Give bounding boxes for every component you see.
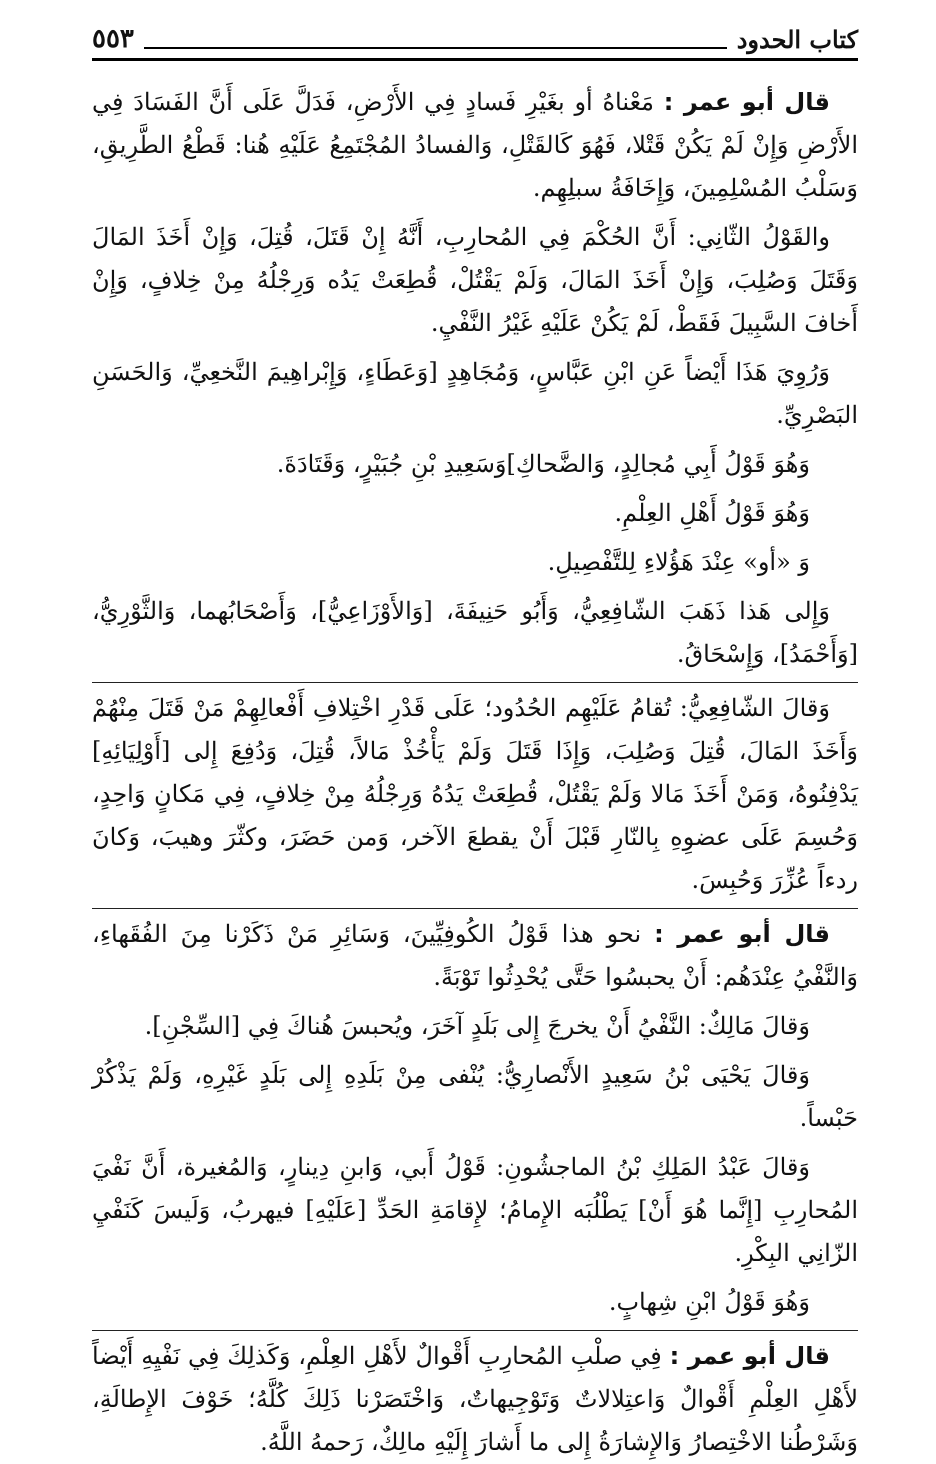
paragraph — [92, 682, 858, 902]
paragraph — [92, 1054, 858, 1140]
paragraph-text: وَقالَ عَبْدُ المَلِكِ بْنُ الماجشُونِ: قَوْلُ أَبي، وَابنِ دِينارٍ، وَالمُغيرة، أَنَّ نَفْيَ المُحارِبِ [إِنَّما هُوَ أَنْ] يَطْلُبَه الإِمامُ؛ لإِقامَةِ الحَدِّ [عَلَيْهِ] فيهربُ، وَلَيسَ كَنَفْيِ الزّانِي البِكْرِ. — [92, 1153, 858, 1267]
paragraph — [92, 1146, 858, 1275]
page-body — [92, 61, 858, 1464]
paragraph — [92, 351, 858, 437]
paragraph-text: وَقالَ يَحْيَى بْنُ سَعِيدٍ الأَنْصارِيُّ: يُنْفى مِنْ بَلَدِهِ إِلى بَلَدٍ غَيْرِهِ، وَلَمْ يَذْكُرْ حَبْساً. — [92, 1061, 858, 1132]
paragraph-text: وَهُوَ قَوْلُ أَهْلِ العِلْمِ. — [614, 499, 810, 527]
paragraph — [92, 492, 858, 535]
paragraph-text: وَرُوِيَ هَذَا أَيْضاً عَنِ ابْنِ عَبَّاسٍ، وَمُجَاهِدٍ [وَعَطَاءٍ، وَإِبْراهِيمَ النَّخعِيِّ، وَالحَسَنِ البَصْرِيِّ. — [92, 358, 858, 429]
page-header — [92, 14, 858, 61]
paragraph — [92, 1281, 858, 1324]
speaker-label: قال أبو عمر : — [654, 920, 830, 948]
speaker-label: قال أبو عمر : — [669, 1342, 830, 1370]
paragraph-text: وَقالَ الشّافِعِيُّ: تُقامُ عَلَيْهِم الحُدُود؛ عَلَى قَدْرِ اخْتِلافِ أَفْعالِهِمْ مَنْ قَتَلَ مِنْهُمْ وَأَخَذَ المَالَ، قُتِلَ وَصُلِبَ، وَإِذَا قَتَلَ وَلَمْ يَأْخُذْ مَالاً، قُتِلَ، وَدُفِعَ إِلى [أَوْلِيَائِهِ] يَدْفِنُوهُ، وَمَنْ أَخَذَ مَالا وَلَمْ يَقْتُلْ، قُطِعَتْ يَدُهُ وَرِجْلُهُ مِنْ خِلافٍ، فِي مَكانٍ وَاحِدٍ، وَحُسِمَ عَلَى عضوِهِ بِالنّارِ قَبْلَ أَنْ يقطعَ الآخر، وَمن حَضَرَ، وكثّرَ وهيبَ، وَكانَ ردءاً عُزِّرَ وَحُبِسَ. — [92, 694, 858, 894]
header-rule — [144, 47, 727, 49]
paragraph-text: وَ «أو» عِنْدَ هَؤُلاءِ لِلتَّفْصِيلِ. — [547, 548, 810, 576]
paragraph-text: مَعْناهُ أو بغَيْرِ فَسادٍ فِي الأَرْضِ، فَدَلَّ عَلَى أَنَّ الفَسَادَ فِي الأَرْضِ وَإِنْ لَمْ يَكُنْ قَتْلا، فَهُوَ كَالقَتْلِ، وَالفسادُ المُجْتَمِعُ عَلَيْهِ هُنا: قَطْعُ الطَّرِيقِ، وَسَلْبُ المُسْلِمِينَ، وَإِخَافَةُ سبلِهِم. — [92, 88, 858, 202]
paragraph — [92, 541, 858, 584]
paragraph — [92, 1330, 858, 1464]
book-title: كتاب الحدود — [736, 25, 858, 54]
paragraph-text: نحو هذا قَوْلُ الكُوفِيِّينَ، وَسَائِرِ مَنْ ذَكَرْنا مِنَ الفُقَهاءِ، وَالنَّفْيُ عِنْدَهُم: أَنْ يحبسُوا حَتَّى يُحْدِثُوا تَوْبَةً. — [92, 920, 858, 991]
paragraph — [92, 81, 858, 210]
paragraph-text: وَإِلى هَذا ذَهَبَ الشّافِعِيُّ، وَأَبُو حَنِيفَةَ، [وَالأَوْزَاعِيُّ]، وَأَصْحَابُهما، وَالثَّوْرِيُّ، [وَأَحْمَدُ]، وَإِسْحَاقُ. — [92, 597, 858, 668]
paragraph — [92, 216, 858, 345]
paragraph-text: وَهُوَ قَوْلُ أَبِي مُجالِدٍ، وَالضَّحاكِ]وَسَعِيدِ بْنِ جُبَيْرٍ، وَقَتَادَةَ. — [276, 450, 810, 478]
paragraph-text: فِي صلْبِ المُحارِبِ أَقْوالٌ لأَهْلِ العِلْمِ، وَكَذلِكَ فِي نَفْيِهِ أَيْضاً لأَهْلِ العِلْمِ أَقْوالٌ وَاعتِلالاتٌ وَتَوْجِيهاتٌ، وَاخْتَصَرْنا ذَلِكَ كُلَّهُ؛ خَوْفَ الإِطالَةِ، وَشَرْطُنا الاخْتِصارُ وَالإِشارَةُ إِلى ما أَشارَ إِلَيْهِ مالِكٌ، رَحمهُ اللَّهُ. — [92, 1342, 858, 1456]
paragraph — [92, 590, 858, 676]
paragraph — [92, 443, 858, 486]
paragraph — [92, 1005, 858, 1048]
page-number: ٥٥٣ — [92, 24, 134, 54]
paragraph-text: والقَوْلُ الثّانِي: أَنَّ الحُكْمَ فِي المُحارِبِ، أَنَّهُ إِنْ قَتَلَ، قُتِلَ، وَإِنْ أَخَذَ المَالَ وَقَتَلَ وَصُلِبَ، وَإِنْ أَخَذَ المَالَ، وَلَمْ يَقْتُلْ، قُطِعَتْ يَدُه وَرِجْلُهُ مِنْ خِلافٍ، وَإِنْ أَخافَ السَّبِيلَ فَقَطْ، لَمْ يَكُنْ عَلَيْهِ غَيْرُ النَّفْيِ. — [92, 223, 858, 337]
paragraph — [92, 908, 858, 999]
paragraph-text: وَهُوَ قَوْلُ ابْنِ شِهابٍ. — [608, 1288, 810, 1316]
speaker-label: قال أبو عمر : — [663, 88, 830, 116]
paragraph-text: وَقالَ مَالِكٌ: النَّفْيُ أَنْ يخرجَ إِلى بَلَدٍ آخَرَ، ويُحبسَ هُناكَ فِي [السِّجْنِ]. — [144, 1012, 810, 1040]
